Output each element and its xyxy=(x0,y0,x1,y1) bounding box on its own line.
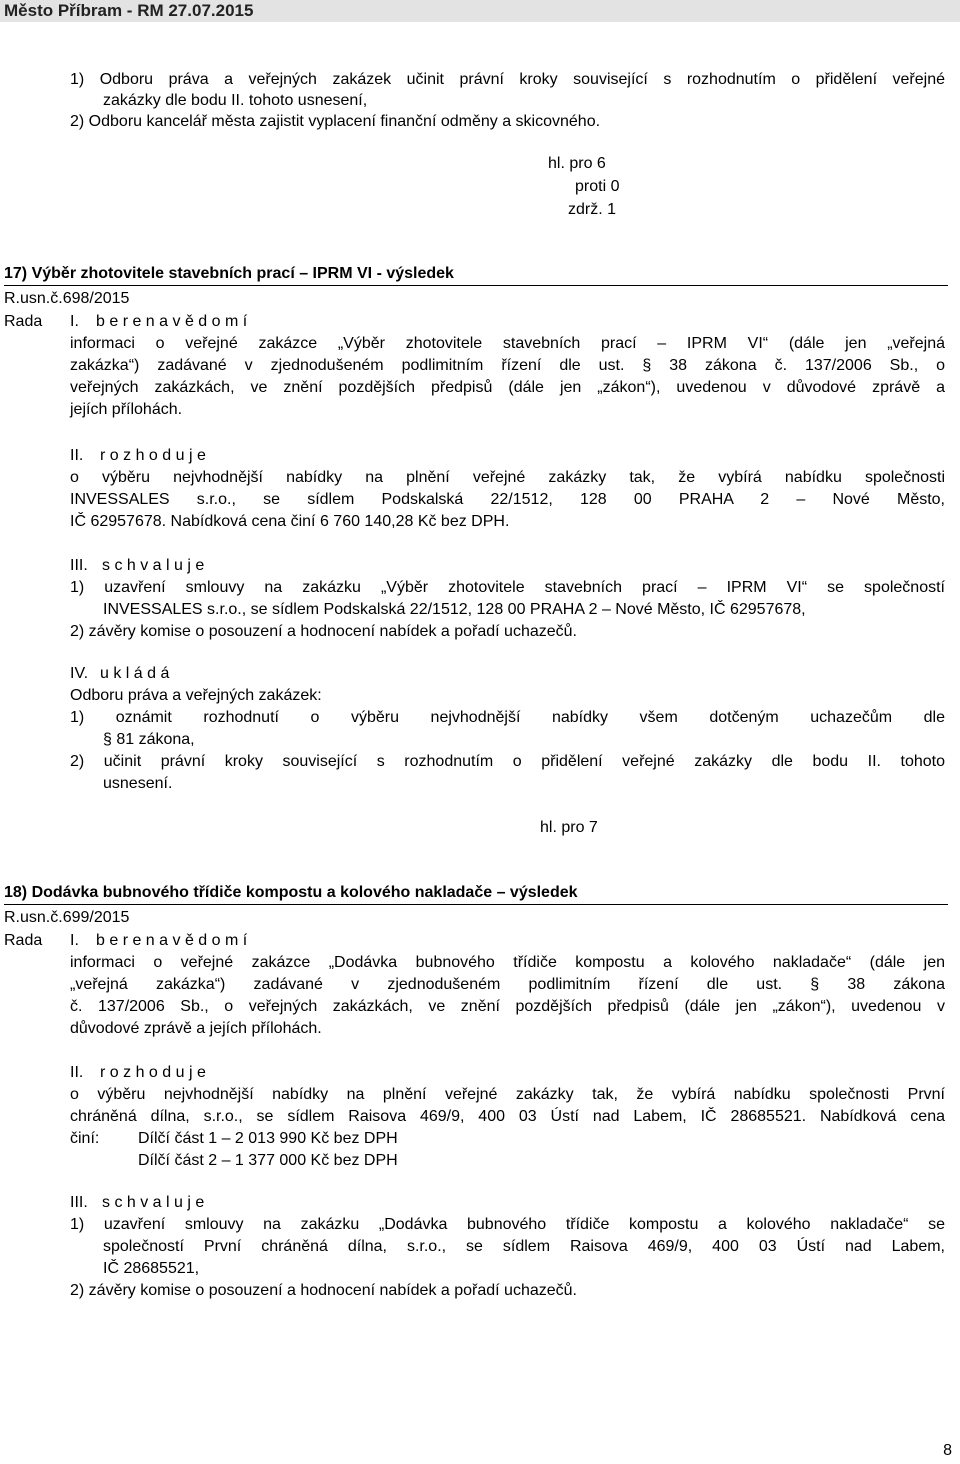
item-18-ii-price-part-1: Dílčí část 1 – 2 013 990 Kč bez DPH xyxy=(138,1130,398,1147)
item-18-ii-line-1: o výběru nejvhodnější nabídky na plnění veřejné zakázky tak, že vybírá nabídku společnosti První xyxy=(70,1086,945,1103)
item-17-part-ii-num: II. xyxy=(70,447,84,464)
page-number: 8 xyxy=(943,1442,952,1459)
item-18-part-ii-num: II. xyxy=(70,1064,84,1081)
item-17-i-line-2: zakázka“) zadávané v zjednodušeném podlimitním řízení dle ust. § 38 zákona č. 137/2006 Sb., o xyxy=(70,357,945,374)
item-18-ii-price-label: činí: xyxy=(70,1130,100,1147)
item-18-i-line-4: důvodové zprávě a jejích přílohách. xyxy=(70,1020,322,1037)
item-17-part-ii-head: r o z h o d u j e xyxy=(100,447,206,464)
item-18-iii-line-4: 2) závěry komise o posouzení a hodnocení nabídek a pořadí uchazečů. xyxy=(70,1282,577,1299)
item-17-rule xyxy=(4,285,948,286)
item-17-iii-line-2: INVESSALES s.r.o., se sídlem Podskalská 22/1512, 128 00 PRAHA 2 – Nové Město, IČ 62957678, xyxy=(103,601,806,618)
item-18-part-ii-head: r o z h o d u j e xyxy=(100,1064,206,1081)
item-17-iv-line-3: 2) učinit právní kroky související s rozhodnutím o přidělení veřejné zakázky dle bodu II. tohoto xyxy=(70,753,945,770)
item-17-i-line-1: informaci o veřejné zakázce „Výběr zhotovitele stavebních prací – IPRM VI“ (dále jen „veřejná xyxy=(70,335,945,352)
item-17-ii-line-1: o výběru nejvhodnější nabídky na plnění veřejné zakázky tak, že vybírá nabídku společnosti xyxy=(70,469,945,486)
item-17-rada: Rada xyxy=(4,313,43,330)
item-17-part-iii-head: s c h v a l u j e xyxy=(102,557,205,574)
intro-line-2: zakázky dle bodu II. tohoto usnesení, xyxy=(103,92,368,109)
item-17-iii-line-3: 2) závěry komise o posouzení a hodnocení nabídek a pořadí uchazečů. xyxy=(70,623,577,640)
item-17-vote: hl. pro 7 xyxy=(540,819,598,836)
item-17-ii-line-2: INVESSALES s.r.o., se sídlem Podskalská 22/1512, 128 00 PRAHA 2 – Nové Město, xyxy=(70,491,945,508)
item-18-i-line-2: „veřejná zakázka“) zadávané v zjednodušeném podlimitním řízení dle ust. § 38 zákona xyxy=(70,976,945,993)
item-17-iv-line-2: § 81 zákona, xyxy=(103,731,195,748)
item-17-iv-line-1: 1) oznámit rozhodnutí o výběru nejvhodnější nabídky všem dotčeným uchazečům dle xyxy=(70,709,945,726)
item-18-rule xyxy=(4,904,948,905)
item-17-part-iv-num: IV. xyxy=(70,665,89,682)
intro-line-1: 1) Odboru práva a veřejných zakázek učinit právní kroky související s rozhodnutím o přidělení veřejné xyxy=(70,71,945,88)
header-title: Město Příbram - RM 27.07.2015 xyxy=(4,1,254,20)
item-18-iii-line-2: společností První chráněná dílna, s.r.o., se sídlem Raisova 469/9, 400 03 Ústí nad Labem, xyxy=(103,1238,945,1255)
item-18-ii-line-2: chráněná dílna, s.r.o., se sídlem Raisova 469/9, 400 03 Ústí nad Labem, IČ 28685521. Nabídková cena xyxy=(70,1108,945,1125)
item-17-iv-line-4: usnesení. xyxy=(103,775,173,792)
item-17-part-iv-head: u k l á d á xyxy=(100,665,170,682)
item-17-part-i-head: b e r e n a v ě d o m í xyxy=(96,313,248,330)
item-17-resolution-number: R.usn.č.698/2015 xyxy=(4,290,130,307)
vote-zdrz: zdrž. 1 xyxy=(568,201,617,218)
item-17-title: 17) Výběr zhotovitele stavebních prací – IPRM VI - výsledek xyxy=(4,265,454,282)
vote-proti: proti 0 xyxy=(575,178,620,195)
item-18-part-iii-num: III. xyxy=(70,1194,88,1211)
item-18-i-line-1: informaci o veřejné zakázce „Dodávka bubnového třídiče kompostu a kolového nakladače“ (dále jen xyxy=(70,954,945,971)
item-17-iv-line-0: Odboru práva a veřejných zakázek: xyxy=(70,687,322,704)
vote-pro: hl. pro 6 xyxy=(548,155,606,172)
item-18-iii-line-1: 1) uzavření smlouvy na zakázku „Dodávka bubnového třídiče kompostu a kolového nakladače“ se xyxy=(70,1216,945,1233)
item-17-i-line-4: jejích přílohách. xyxy=(70,401,183,418)
item-18-ii-price-part-2: Dílčí část 2 – 1 377 000 Kč bez DPH xyxy=(138,1152,398,1169)
item-18-resolution-number: R.usn.č.699/2015 xyxy=(4,909,130,926)
item-17-ii-line-3: IČ 62957678. Nabídková cena činí 6 760 140,28 Kč bez DPH. xyxy=(70,513,510,530)
item-18-part-i-head: b e r e n a v ě d o m í xyxy=(96,932,248,949)
item-18-rada: Rada xyxy=(4,932,43,949)
item-17-i-line-3: veřejných zakázkách, ve znění pozdějších předpisů (dále jen „zákon“), uvedenou v důvodové zprávě a xyxy=(70,379,945,396)
item-18-i-line-3: č. 137/2006 Sb., o veřejných zakázkách, ve znění pozdějších předpisů (dále jen „zákon“), uvedenou v xyxy=(70,998,945,1015)
document-header xyxy=(0,0,960,22)
intro-line-3: 2) Odboru kancelář města zajistit vyplacení finanční odměny a skicovného. xyxy=(70,113,601,130)
item-18-title: 18) Dodávka bubnového třídiče kompostu a kolového nakladače – výsledek xyxy=(4,884,578,901)
item-17-iii-line-1: 1) uzavření smlouvy na zakázku „Výběr zhotovitele stavebních prací – IPRM VI“ se společností xyxy=(70,579,945,596)
item-18-part-iii-head: s c h v a l u j e xyxy=(102,1194,205,1211)
item-18-part-i-num: I. xyxy=(70,932,79,949)
item-18-iii-line-3: IČ 28685521, xyxy=(103,1260,200,1277)
item-17-part-iii-num: III. xyxy=(70,557,88,574)
item-17-part-i-num: I. xyxy=(70,313,79,330)
